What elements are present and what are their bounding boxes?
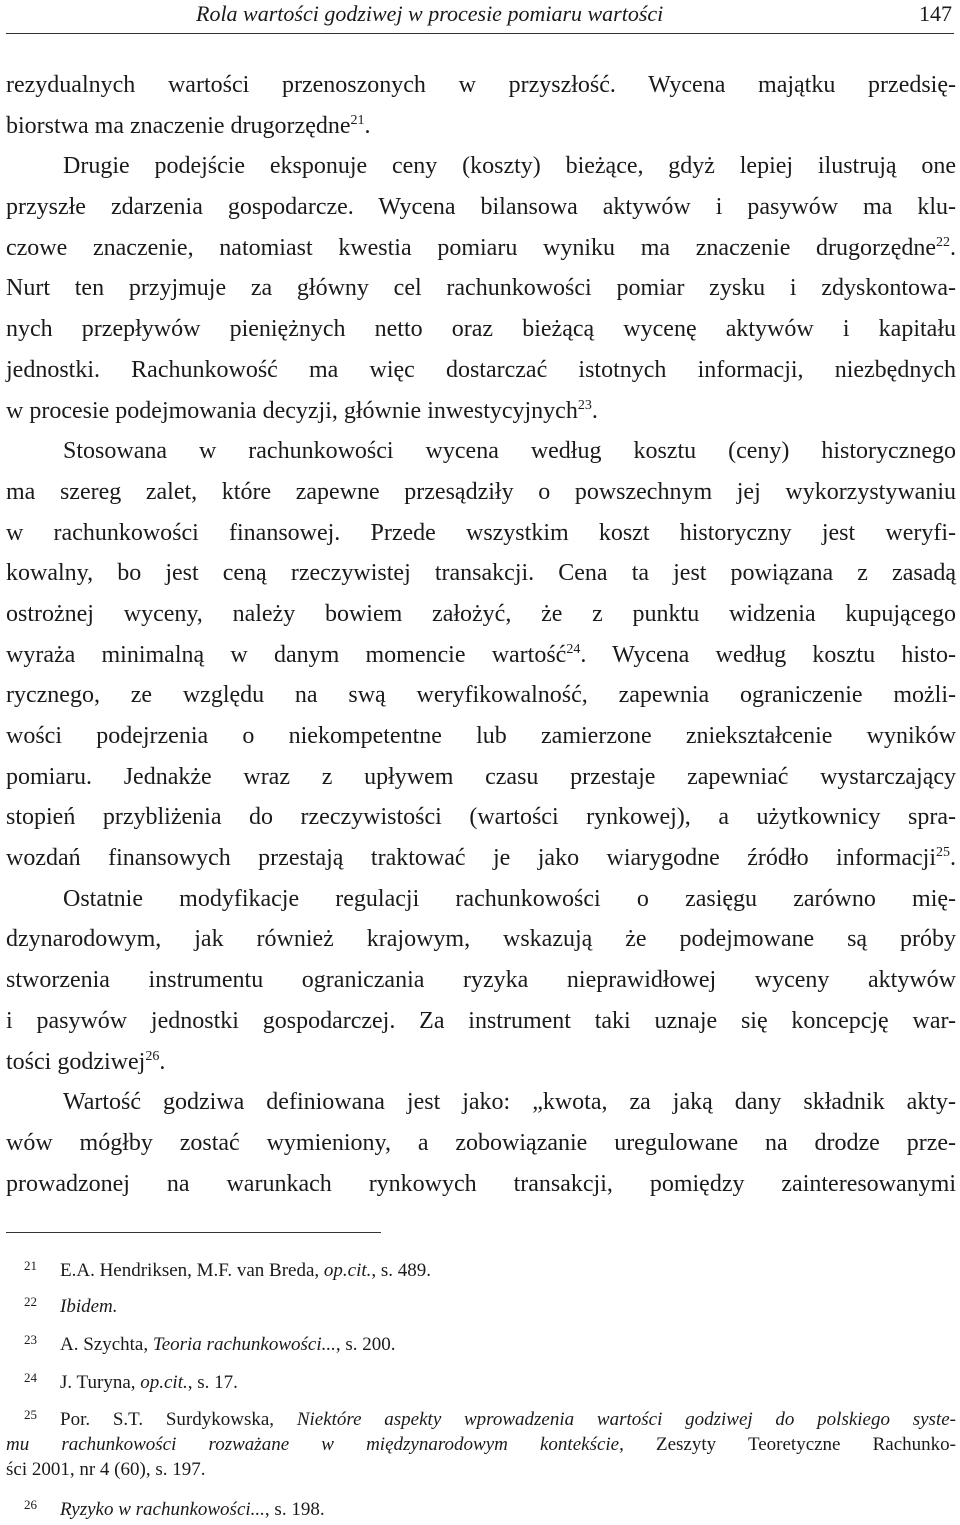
footnote-italic: op.cit. xyxy=(323,1260,372,1281)
text-line: Drugie podejście eksponuje ceny (koszty) bieżące, gdyż lepiej ilustrują one xyxy=(63,153,956,180)
footnote-text: , Zeszyty Teoretyczne Rachunko- xyxy=(619,1434,956,1455)
footnote-21: 21 E.A. Hendriksen, M.F. van Breda, op.cit., s. 489. xyxy=(24,1258,432,1281)
footnote-ref: 22 xyxy=(936,234,950,250)
text-run: . xyxy=(591,397,598,424)
footnote-text: Por. S.T. Surdykowska, xyxy=(60,1409,297,1430)
footnote-italic: mu rachunkowości rozważane w międzynarodowym kontekście xyxy=(6,1434,620,1455)
text-line: dzynarodowym, jak również krajowym, wskazują że podejmowane są próby xyxy=(6,926,956,953)
footnote-italic: Niektóre aspekty wprowadzenia wartości godziwej do polskiego syste- xyxy=(296,1409,956,1430)
text-line: jednostki. Rachunkowość ma więc dostarczać istotnych informacji, niezbędnych xyxy=(6,356,956,383)
text-line xyxy=(6,1042,956,1083)
text-run: . xyxy=(364,112,371,139)
footnote-ref: 26 xyxy=(145,1048,160,1064)
footnote-text: , s. 198. xyxy=(264,1499,325,1520)
footnote-text: , s. 200. xyxy=(335,1334,396,1355)
footnote-italic: Teoria rachunkowości... xyxy=(152,1334,336,1355)
text-line: w rachunkowości finansowej. Przede wszystkim koszt historyczny jest weryfi- xyxy=(6,519,956,546)
text-run: wyraża minimalną w danym momencie wartość xyxy=(6,641,567,668)
footnote-italic: op.cit. xyxy=(140,1372,188,1393)
text-run: wozdań finansowych przestają traktować je jako wiarygodne źródło informacji xyxy=(6,845,936,872)
text-line: wów mógłby zostać wymieniony, a zobowiązanie uregulowane na drodze prze- xyxy=(6,1129,956,1156)
text-line: ma szereg zalet, które zapewne przesądziły o powszechnym jej wykorzystywaniu xyxy=(6,478,956,505)
footnote-separator xyxy=(6,1232,381,1233)
text-line: Nurt ten przyjmuje za główny cel rachunkowości pomiar zysku i zdyskontowa- xyxy=(6,275,956,302)
text-run: . xyxy=(950,234,956,261)
footnote-line: ści 2001, nr 4 (60), s. 197. xyxy=(6,1459,206,1480)
footnote-text: , s. 489. xyxy=(371,1260,432,1281)
text-run: w procesie podejmowania decyzji, głównie inwestycyjnych xyxy=(6,397,578,424)
text-line: prowadzonej na warunkach rynkowych transakcji, pomiędzy zainteresowanymi xyxy=(6,1170,956,1197)
footnote-23: 23 A. Szychta, Teoria rachunkowości..., s. 200. xyxy=(24,1332,396,1355)
text-line: rezydualnych wartości przenoszonych w przyszłość. Wycena majątku przedsię- xyxy=(6,72,956,98)
text-line: stopień przybliżenia do rzeczywistości (wartości rynkowej), a użytkownicy spra- xyxy=(6,804,956,831)
footnote-ref: 25 xyxy=(936,845,950,861)
footnote-text: A. Szychta, xyxy=(60,1334,153,1355)
text-run: czowe znaczenie, natomiast kwestia pomiaru wyniku ma znaczenie drugorzędne xyxy=(6,234,936,261)
footnote-24: 24 J. Turyna, op.cit., s. 17. xyxy=(24,1370,238,1393)
text-line: Ostatnie modyfikacje regulacji rachunkowości o zasięgu zarówno mię- xyxy=(63,885,956,912)
footnote-25 xyxy=(6,1407,956,1482)
text-line xyxy=(6,391,956,432)
footnote-26: 26 Ryzyko w rachunkowości..., s. 198. xyxy=(24,1497,325,1520)
text-run: . xyxy=(950,845,956,872)
text-line: wości podejrzenia o niekompetentne lub zamierzone zniekształcenie wyników xyxy=(6,723,956,749)
text-run: biorstwa ma znaczenie drugorzędne xyxy=(6,112,351,139)
text-line: Wartość godziwa definiowana jest jako: „kwota, za jaką dany składnik akty- xyxy=(63,1089,956,1116)
footnote-ref: 23 xyxy=(577,397,592,413)
footnote-text: E.A. Hendriksen, M.F. van Breda, xyxy=(60,1260,324,1281)
text-line: przyszłe zdarzenia gospodarcze. Wycena bilansowa aktywów i pasywów ma klu- xyxy=(6,194,956,221)
text-line: pomiaru. Jednakże wraz z upływem czasu przestaje zapewniać wystarczający xyxy=(6,763,956,790)
text-line xyxy=(6,838,956,879)
page-number: 147 xyxy=(919,1,952,26)
text-line: Stosowana w rachunkowości wycena według kosztu (ceny) historycznego xyxy=(63,438,956,465)
footnote-text: J. Turyna, xyxy=(60,1372,141,1393)
text-line: nych przepływów pieniężnych netto oraz bieżącą wycenę aktywów i kapitału xyxy=(6,316,956,343)
running-title: Rola wartości godziwej w procesie pomiaru wartości xyxy=(196,1,664,26)
text-line: ostrożnej wyceny, należy bowiem założyć, że z punktu widzenia kupującego xyxy=(6,600,956,627)
footnote-ref: 24 xyxy=(566,641,581,657)
text-line xyxy=(6,635,956,676)
text-line xyxy=(6,228,956,269)
text-line: stworzenia instrumentu ograniczania ryzyka nieprawidłowej wyceny aktywów xyxy=(6,967,956,994)
text-line: kowalny, bo jest ceną rzeczywistej transakcji. Cena ta jest powiązana z zasadą xyxy=(6,560,956,587)
text-run: . xyxy=(159,1048,166,1075)
text-line xyxy=(6,106,956,147)
footnote-text: , s. 17. xyxy=(187,1372,238,1393)
footnote-italic: Ibidem. xyxy=(60,1296,118,1317)
footnote-ref: 21 xyxy=(350,112,365,128)
footnote-italic: Ryzyko w rachunkowości... xyxy=(60,1499,265,1520)
text-run: . Wycena według kosztu histo- xyxy=(580,641,956,668)
text-line: rycznego, ze względu na swą weryfikowalność, zapewnia ograniczenie możli- xyxy=(6,682,956,709)
running-header xyxy=(6,0,954,34)
text-run: tości godziwej xyxy=(6,1048,146,1075)
footnote-line xyxy=(6,1432,956,1457)
text-line: i pasywów jednostki gospodarczej. Za instrument taki uznaje się koncepcję war- xyxy=(6,1007,956,1034)
footnote-line: 25 Por. S.T. Surdykowska, Niektóre aspekty wprowadzenia wartości godziwej do polskiego syste- xyxy=(24,1407,956,1430)
body-text xyxy=(6,65,956,1204)
footnote-22: 22 Ibidem. xyxy=(24,1294,118,1317)
